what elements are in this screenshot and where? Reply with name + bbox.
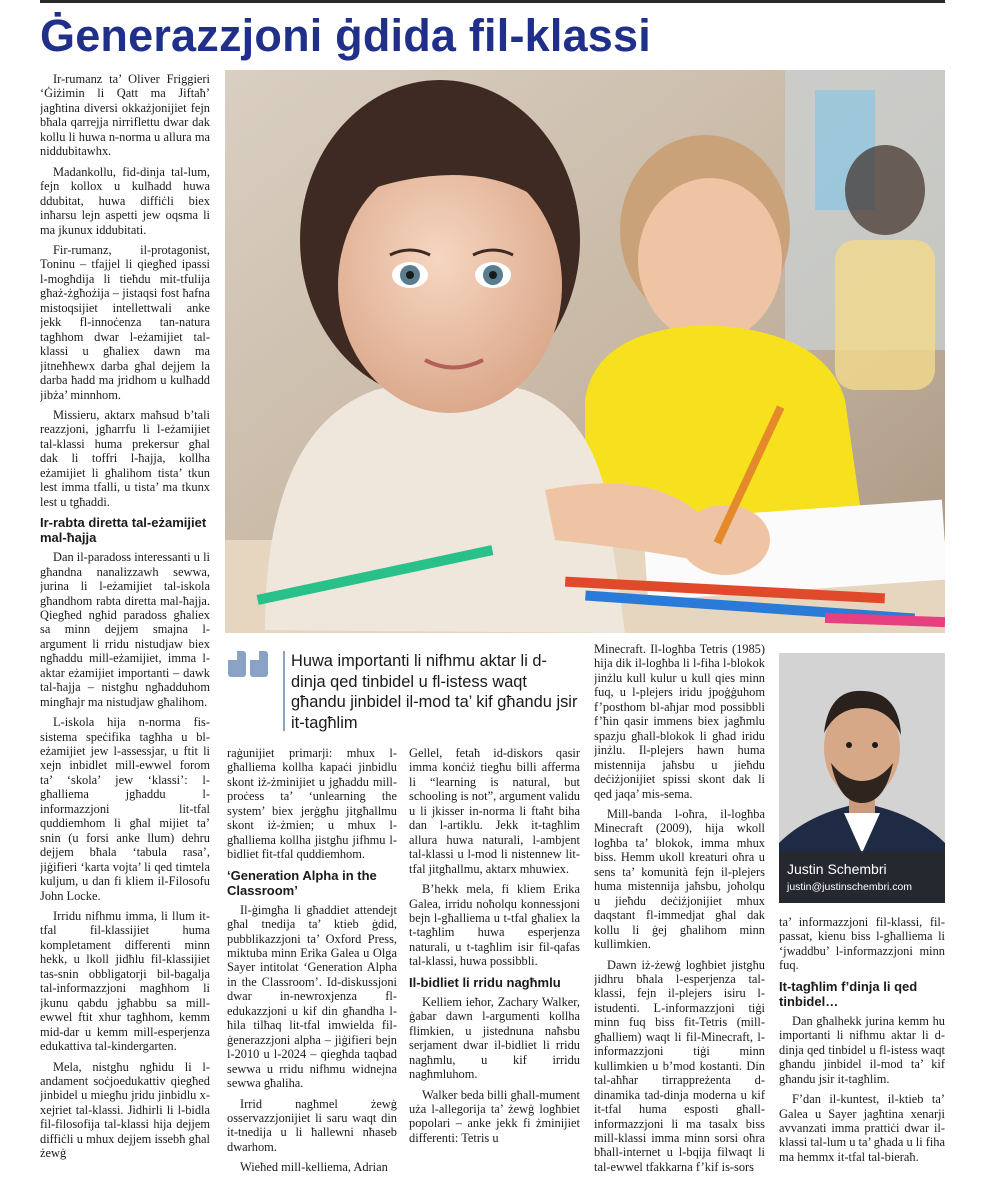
paragraph: ta’ informazzjoni fil-klassi, fil-passat, kienu biss l-għalliema li ‘jwaddbu’ l-informazzjoni minn fuq.: [779, 915, 945, 973]
subheading: Il-bidliet li rridu nagħmlu: [409, 974, 561, 990]
subheading: It-tagħlim f’dinja li qed tinbidel…: [779, 978, 918, 1009]
paragraph: Missieru, aktarx maħsud b’tali reazzjoni, jgħarrfu li l-eżamijiet tal-klassi huma prekersur għal dak li toffri l-ħajja, kollha eżamijiet li għalihom tista’ tkun lest imma tfalli, u tista’ ma tkunx lest u tgħaddi.: [40, 407, 210, 509]
article-column-3: [409, 746, 580, 1200]
paragraph: raġunijiet primarji: mhux l-għalliema kollha kapaċi jinbidlu skont iż-żminijiet u jgħaddu mill-proċess ta’ ‘unlearning the system’ biex jerġgħu jitgħallmu skont iż-żmien; u mhux l-għalliema kollha jistgħu jifhmu l-bidliet fit-tfal quddiemhom.: [227, 746, 397, 862]
paragraph: Irrid nagħmel żewġ osservazzjonijiet li saru waqt din it-tnedija u li ħallewni nħaseb dwarhom.: [227, 1096, 397, 1154]
paragraph: Dan għalhekk jurina kemm hu importanti li nifhmu aktar li d-dinja qed tinbidel u fl-istess waqt għandu jinbidel il-mod ta’ kif għandu jsir it-tagħlim.: [779, 1013, 945, 1086]
paragraph: Dawn iż-żewġ logħbiet jistgħu jidhru bħala l-esperjenza tal-klassi, fejn il-plejers isiru l-istudenti. L-informazzjoni tiġi minn fuq biss fit-Tetris (mill-għalliem) waqt li fil-Minecraft, l-informazzjoni tiġi minn kullimkien u b’mod kostanti. Din tal-aħħar tirrappreżenta d-dinamika tad-dinja moderna u kif it-tfal huma esposti għall-informazzjoni li ma tasalx biss mill-klassi imma minn sorsi oħra bħall-internet u l-bqija filwaqt li tal-ewwel tfakkarna f’kif is-sors: [594, 957, 765, 1174]
author-email: justin@justinschembri.com: [787, 881, 913, 893]
classroom-photo: [225, 70, 945, 633]
headline: Ġenerazzjoni ġdida fil-klassi: [40, 10, 651, 61]
pull-quote-text: Huwa importanti li nifhmu aktar li d-dinja qed tinbidel u fl-istess waqt għandu jinbidel il-mod ta’ kif għandu jsir it-tagħlim: [291, 652, 578, 732]
author-name: Justin Schembri: [787, 861, 887, 877]
article-column-4: [594, 642, 765, 1200]
paragraph: Dan il-paradoss interessanti u li għandna nanalizzawh sewwa, jurina li l-eżamijiet tal-iskola għandhom rabta diretta mal-ħajja. Qiegħed ngħid paradoss għaliex sa minn dejjem smajna l-argument li rridu nistudjaw biex ngħaddu mill-eżamijiet, imma l-aktar eżamijiet importanti – dawk tal-ħajja – nistgħu ngħadduhom mingħajr ma nistudjaw għalihom.: [40, 550, 210, 709]
paragraph: Madankollu, fid-dinja tal-lum, fejn kollox u kulħadd huwa ddubitat, huwa diffiċli biex inħarsu lejn aspetti jew oqsma li ma jkunux iddubitati.: [40, 164, 210, 237]
paragraph: Kelliem ieħor, Zachary Walker, ġabar dawn l-argumenti kollha flimkien, u jistednuna naħsbu serjament dwar il-bidliet li rridu nagħmlu, u kif irridu nagħmluhom.: [409, 994, 580, 1082]
paragraph: Ir-rumanz ta’ Oliver Friggieri ‘Ġiżimin li Qatt ma Jiftaħ’ jagħtina diversi okkażjonijiet fejn bħala qarrejja nirriflettu dwar dak kollu li huwa n-norma u allura ma niddubitawhx.: [40, 72, 210, 159]
article-column-5: [779, 915, 945, 1200]
paragraph: Mela, nistgħu ngħidu li l-andament soċjoedukattiv qiegħed jinbidel u miegħu jridu jinbidlu x-xejriet tal-klassi. Jidhirli li l-bidla fil-filosofija tal-klassi hija dejjem diffiċli u mhux dejjem issebħ għal żewġ: [40, 1059, 210, 1161]
paragraph: Mill-banda l-oħra, il-logħba Minecraft (2009), hija wkoll logħba ta’ blokok, imma mhux biss. Hemm ukoll kreaturi oħra u sens ta’ komunità fejn il-plejers huma mistennija jaħsbu, joħolqu u jieħdu deċiżjonijiet mhux daqstant fl-immedjat għal dak kollu li ġej għalihom minn kullimkien.: [594, 806, 765, 952]
paragraph: Minecraft. Il-logħba Tetris (1985) hija dik il-logħba li l-fiha l-blokok jinżlu kull kulur u kull qies minn fuq, u l-plejers iridu jpoġġuhom f’posthom bl-aħjar mod possibbli f’ħin qasir immens biex jagħmlu spazju għall-blokok li għad iridu jinżlu. Il-plejers hawn huma mistennija jaħsbu u jieħdu deċiżjonijiet spissi skont dak li qed jaqa’ mis-sema.: [594, 642, 765, 801]
subheading: Ir-rabta diretta tal-eżamijiet mal-ħajja: [40, 515, 207, 546]
paragraph: Il-ġimgħa li għaddiet attendejt għal tnedija ta’ ktieb ġdid, pubblikazzjoni ta’ Oxford Press, miktuba minn Erika Galea u Olga Sayer intitolat ‘Generation Alpha in the Classroom’. Id-diskussjoni dwar in-newroxjenza fl-edukazzjoni u kif din għandha l-ħila tilħaq lit-tfal imwielda fil-ġenerazzjoni alpha – jiġifieri bejn l-2010 u l-2024 – qiegħda taqbad sewwa u rridu nifhmu widnejna sewwa għaliha.: [227, 902, 397, 1091]
author-photo: [779, 653, 945, 903]
paragraph: Gellel, fetaħ id-diskors qasir imma konċiż tiegħu billi afferma li “learning is natural, but schooling is not”, argument validu u li jkisser in-norma li ftaħt biha dan l-artiklu. Jekk it-tagħlim allura huwa naturali, l-ambjent tal-klassi u l-mod li nistennew lit-tfal jitgħallmu, aktarx mhuwiex.: [409, 746, 580, 876]
top-rule: [40, 0, 945, 3]
paragraph: Irridu nifhmu imma, li llum it-tfal fil-klassijiet huma kompletament differenti minn hekk, u lkoll jidħlu fil-klassijiet tas-snin obbligatorji bil-bagalja tal-informazzjoni magħhom li jkunu qabdu jgħabbu sa mill-ewwel ftit xhur tagħhom, kemm mid-dar u kemm mill-esperjenza edukattiva tal-kindergarten.: [40, 909, 210, 1054]
article-column-2: [227, 746, 397, 1200]
paragraph: Walker beda billi għall-mument uża l-allegorija ta’ żewġ logħbiet popolari – anke jekk fi żminijiet differenti: Tetris u: [409, 1087, 580, 1145]
paragraph: L-iskola hija n-norma fis-sistema speċifika tagħha u bl-eżamijiet jew l-assessjar, u ftit li xejn inbidlet mill-ewwel forom ta’ ‘skola’ jew ‘klassi’: l-għalliema jgħaddu l-informazzjoni lit-tfal quddiemhom li għal mijiet ta’ snin (u forsi anke llum) dehru dejjem bħala ‘tabula rasa’, jiġifieri ‘karta vojta’ li qed timtela kuljum, u dan fi kliem il-Filosofu John Locke.: [40, 715, 210, 903]
article-column-1: [40, 72, 210, 1200]
paragraph: Wieħed mill-kelliema, Adrian: [240, 1160, 388, 1175]
paragraph: F’dan il-kuntest, il-ktieb ta’ Galea u Sayer jagħtina xenarji avvanzati imma prattiċi dwar il-klassi tal-lum u ta’ għada u li fiha ma hemmx it-tfal tal-bieraħ.: [779, 1092, 945, 1164]
author-caption: [779, 851, 945, 903]
quote-mark-icon: [225, 645, 275, 685]
pull-quote: [225, 645, 583, 735]
classroom-illustration: [225, 70, 945, 633]
quote-rule: [283, 651, 285, 731]
paragraph: B’hekk mela, fi kliem Erika Galea, irridu noħolqu konnessjoni bejn l-għalliema u t-tfal għaliex la t-tagħlim huwa esperjenza naturali, u t-tagħlim isir fil-qafas tal-klassi, huwa possibbli.: [409, 882, 580, 969]
paragraph: Fir-rumanz, il-protagonist, Toninu – tfajjel li qiegħed ipassi l-mogħdija li tieħdu mit-tfulija għaż-żgħożija – jistaqsi fost ħafna mistoqsijiet intellettwali anke jekk fl-innoċenza tan-natura tagħhom dwar l-eżamijiet tal-klassi u għaliex dawn ma jitneħħewx darba għal dejjem la darba ħadd ma jridhom u kulħadd jibża’ minnhom.: [40, 242, 210, 402]
subheading: ‘Generation Alpha in the Classroom’: [227, 867, 377, 898]
